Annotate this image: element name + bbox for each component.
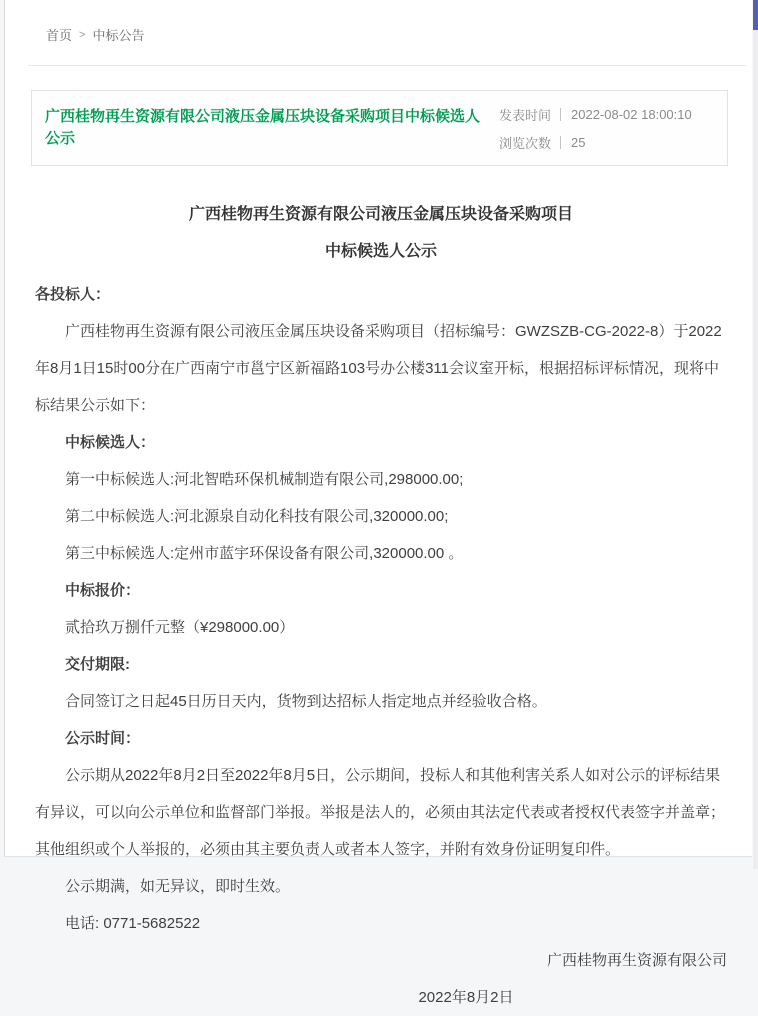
top-divider (28, 65, 746, 66)
publish-time-row (499, 100, 721, 128)
scrollbar-thumb[interactable] (753, 0, 758, 30)
salutation: 各投标人： (35, 286, 111, 303)
section-heading-delivery: 交付期限: (65, 656, 130, 673)
views-value: 25 (571, 134, 586, 150)
publish-time-value: 2022-08-02 18:00:10 (571, 106, 692, 122)
views-label: 浏览次数 (499, 135, 552, 151)
breadcrumb-separator-icon: > (79, 28, 86, 41)
section-heading-publicity: 公示时间： (65, 730, 141, 747)
announcement-meta (499, 100, 727, 156)
announcement-title: 广西桂物再生资源有限公司液压金属压块设备采购项目中标候选人公示 (45, 108, 481, 147)
section-heading-price: 中标报价： (65, 582, 141, 599)
publish-time-label: 发表时间 (499, 107, 552, 123)
scrollbar-track[interactable] (753, 0, 758, 869)
document-title-line1: 广西桂物再生资源有限公司液压金属压块设备采购项目 (188, 206, 573, 223)
publicity-text: 公示期从2022年8月2日至2022年8月5日，公示期间，投标人和其他利害关系人如对公示的评标结果有异议，可以向公示单位和监督部门举报。举报是法人的，必须由其法定代表或者授权代表签字并盖章；其他组织或个人举报的，必须由其主要负责人或者本人签字，并附有效身份证明复印件。 (35, 767, 726, 858)
meta-separator (560, 108, 561, 121)
announcement-header-box (31, 90, 728, 166)
phone-text: 电话: 0771-5682522 (65, 915, 201, 932)
views-row (499, 128, 721, 156)
delivery-text: 合同签订之日起45日历日天内，货物到达招标人指定地点并经验收合格。 (65, 693, 547, 710)
section-heading-candidates: 中标候选人： (65, 434, 156, 451)
signature-company: 广西桂物再生资源有限公司 (546, 952, 727, 969)
meta-separator (560, 136, 561, 149)
breadcrumb-home[interactable]: 首页 (46, 28, 73, 43)
breadcrumb-current[interactable]: 中标公告 (92, 28, 145, 43)
candidate-2: 第二中标候选人:河北源泉自动化科技有限公司,320000.00; (65, 508, 449, 525)
publicity-effect-text: 公示期满，如无异议，即时生效。 (65, 878, 291, 895)
page-card (4, 0, 752, 1006)
intro-paragraph: 广西桂物再生资源有限公司液压金属压块设备采购项目（招标编号：GWZSZB-CG-2022-8）于2022年8月1日15时00分在广西南宁市邕宁区新福路103号办公楼311会议室开标，根据招标评标情况，现将中标结果公示如下： (35, 323, 722, 414)
signature-date: 2022年8月2日 (418, 989, 514, 1006)
document-title-line2: 中标候选人公示 (324, 243, 437, 260)
price-text: 贰拾玖万捌仟元整（¥298000.00） (65, 619, 295, 636)
article-body (5, 166, 752, 1016)
breadcrumb (5, 0, 752, 44)
candidate-1: 第一中标候选人:河北智晧环保机械制造有限公司,298000.00; (65, 471, 464, 488)
candidate-3: 第三中标候选人:定州市蓝宇环保设备有限公司,320000.00 。 (65, 545, 464, 562)
